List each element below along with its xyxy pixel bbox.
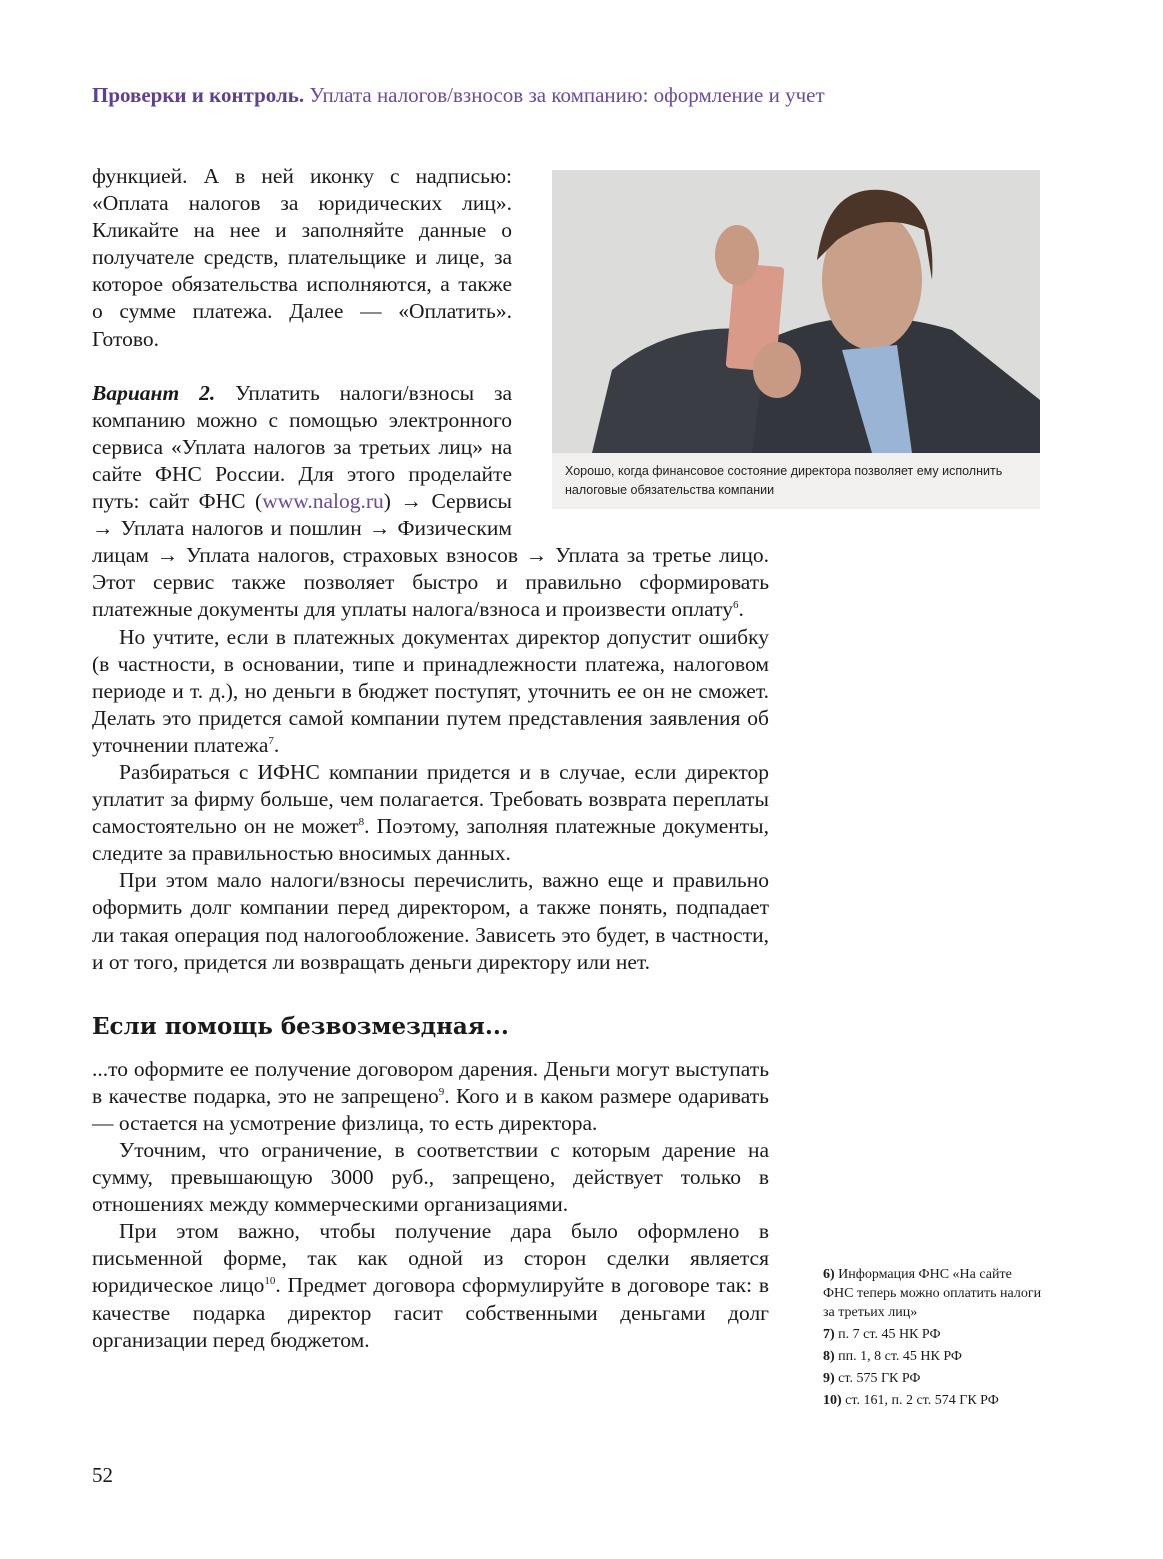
variant-lead: Вариант 2. (92, 380, 216, 405)
paragraph (92, 1218, 769, 1353)
footnote-number: 6) (823, 1267, 835, 1282)
footnote (823, 1347, 1043, 1366)
paragraph: При этом мало налоги/взносы перечислить, важно еще и правильно оформить долг компании перед директором, а также понять, подпадает ли такая операция под налогообложение. Зависеть это будет, в частности, и от того, придется ли возвращать деньги директору или нет. (92, 868, 769, 974)
header-section: Проверки и контроль. (92, 83, 305, 107)
footnote-number: 7) (823, 1327, 835, 1342)
footnote-text: пп. 1, 8 ст. 45 НК РФ (838, 1349, 962, 1364)
footnotes (823, 1265, 1043, 1413)
footnote-text: п. 7 ст. 45 НК РФ (838, 1327, 941, 1342)
paragraph: функцией. А в ней иконку с надписью: «Оплата налогов за юридических лиц». Кликайте на нее и заполняйте данные о получателе средств, плательщике и лице, за которое обязательства исполняются, а также о сумме платежа. Далее — «Оплатить». Готово. (92, 164, 512, 351)
footnote-ref: 9 (438, 1085, 445, 1098)
nalog-link[interactable]: www.nalog.ru (262, 489, 384, 514)
text: Но учтите, если в платежных документах директор допустит ошибку (в частности, в основании, типе и принадлежности платежа, налоговом периоде и т. д.), но деньги в бюджет поступят, уточнить ее он не сможет. Делать это придется самой компании путем представления заявления об уточнении платежа (92, 624, 769, 757)
paragraph: Уточним, что ограничение, в соответствии с которым дарение на сумму, превышающую 3000 руб., запрещено, действует только в отношениях между коммерческими организациями. (92, 1138, 769, 1217)
director-photo (552, 170, 1040, 453)
text: Уплатить налоги/взносы за компанию можно с помощью электронного сервиса «Уплата налогов за третьих лиц» на сайте ФНС России. Для этого проделайте путь: сайт ФНС ( (92, 380, 512, 514)
footnote (823, 1369, 1043, 1388)
paragraph (92, 759, 769, 867)
header-title: Уплата налогов/взносов за компанию: оформление и учет (309, 83, 825, 107)
footnote-ref: 6 (733, 599, 739, 612)
footnote (823, 1265, 1043, 1322)
footnote-number: 9) (823, 1371, 835, 1386)
text: ) → Сервисы → Уплата налогов и пошлин → Физическим лицам → Уплата налогов, страховых взносов → Уплата за третье лицо. Этот сервис также позволяет быстро и правильно сформировать платежные документы для уплаты налога/взноса и произвести оплату (92, 489, 769, 622)
footnote-text: Информация ФНС «На сайте ФНС теперь можно оплатить налоги за третьих лиц» (823, 1267, 1042, 1320)
photo-caption: Хорошо, когда финансовое состояние директора позволяет ему исполнить налоговые обязательства компании (552, 453, 1040, 509)
footnote-number: 8) (823, 1349, 835, 1364)
running-header (92, 83, 825, 108)
footnote-ref: 10 (264, 1275, 276, 1288)
text: . Поэтому, заполняя платежные документы, следите за правильностью вносимых данных. (92, 814, 769, 866)
footnote-ref: 8 (358, 816, 365, 828)
footnote (823, 1325, 1043, 1344)
footnote-ref: 7 (268, 734, 274, 747)
paragraph (92, 624, 769, 759)
footnote-text: ст. 575 ГК РФ (838, 1371, 921, 1386)
text: При этом важно, чтобы получение дара было оформлено в письменной форме, так как одной из сторон сделки является юридическое лицо (92, 1219, 769, 1298)
footnote-number: 10) (823, 1393, 842, 1408)
text: . Предмет договора сформулируйте в договоре так: в качестве подарка директор гасит собственными деньгами долг организации перед бюджетом. (92, 1273, 769, 1352)
page-number: 52 (92, 1463, 113, 1487)
footnote (823, 1391, 1043, 1410)
text: . (273, 732, 280, 757)
text: ...то оформите ее получение договором дарения. Деньги могут выступать в качестве подарка, это не запрещено (92, 1056, 769, 1108)
footnote-text: ст. 161, п. 2 ст. 574 ГК РФ (845, 1393, 999, 1408)
section-heading: Если помощь безвозмездная... (92, 1012, 509, 1040)
text: . (738, 597, 744, 622)
text: Разбираться с ИФНС компании придется и в случае, если директор уплатит за фирму больше, чем полагается. Требовать возврата переплаты самостоятельно он не может (92, 759, 769, 839)
paragraph (92, 1056, 769, 1137)
text: . Кого и в каком размере одаривать — остается на усмотрение физлица, то есть директора. (92, 1083, 769, 1135)
